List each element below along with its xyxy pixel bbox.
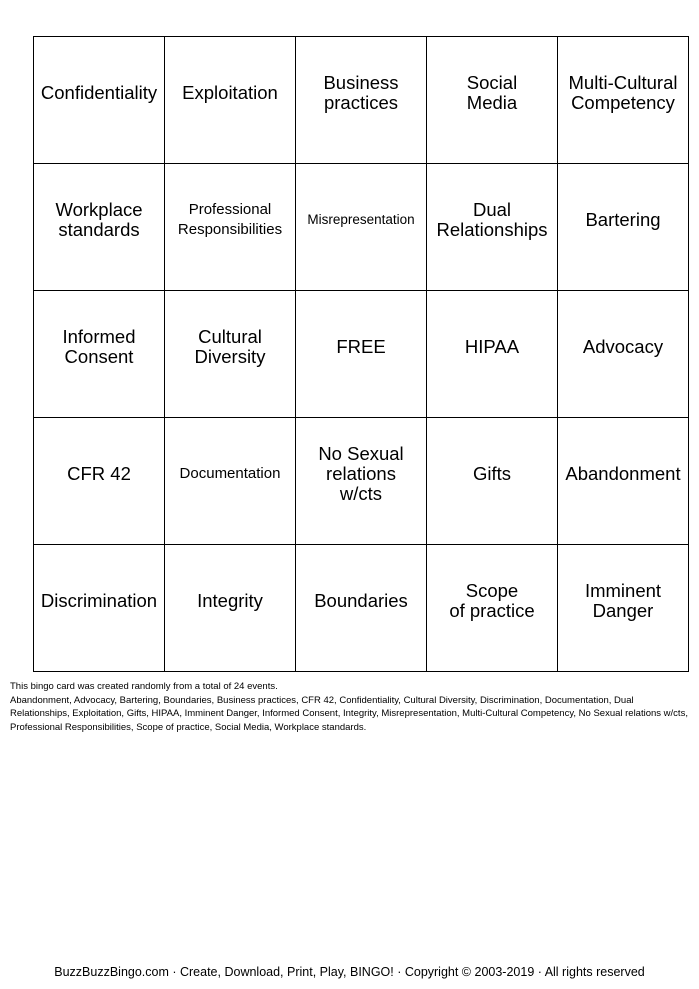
bingo-cell: Boundaries xyxy=(296,545,427,672)
bingo-cell: Bartering xyxy=(558,164,689,291)
bingo-row xyxy=(34,291,689,418)
card-notes xyxy=(10,680,690,734)
bingo-cell: Cultural Diversity xyxy=(165,291,296,418)
notes-intro: This bingo card was created randomly from a total of 24 events. xyxy=(10,681,278,692)
bingo-cell: Business practices xyxy=(296,37,427,164)
free-space-cell: FREE xyxy=(296,291,427,418)
bingo-card xyxy=(33,36,689,672)
bingo-cell: Dual Relationships xyxy=(427,164,558,291)
bingo-cell: Documentation xyxy=(165,418,296,545)
bingo-cell: HIPAA xyxy=(427,291,558,418)
bingo-cell: Gifts xyxy=(427,418,558,545)
bingo-cell: Multi-Cultural Competency xyxy=(558,37,689,164)
bingo-cell: Informed Consent xyxy=(34,291,165,418)
bingo-row xyxy=(34,418,689,545)
bingo-cell: Imminent Danger xyxy=(558,545,689,672)
bingo-cell: Misrepresentation xyxy=(296,164,427,291)
bingo-cell: Integrity xyxy=(165,545,296,672)
bingo-row xyxy=(34,164,689,291)
bingo-cell: Abandonment xyxy=(558,418,689,545)
bingo-row xyxy=(34,545,689,672)
bingo-cell: Confidentiality xyxy=(34,37,165,164)
bingo-cell: No Sexual relations w/cts xyxy=(296,418,427,545)
bingo-cell: Advocacy xyxy=(558,291,689,418)
bingo-cell: Workplace standards xyxy=(34,164,165,291)
bingo-row xyxy=(34,37,689,164)
bingo-cell: Discrimination xyxy=(34,545,165,672)
bingo-cell: Social Media xyxy=(427,37,558,164)
bingo-cell: Exploitation xyxy=(165,37,296,164)
bingo-cell: Scope of practice xyxy=(427,545,558,672)
page-footer: BuzzBuzzBingo.com · Create, Download, Print, Play, BINGO! · Copyright © 2003-2019 · All rights reserved xyxy=(54,965,645,979)
notes-events-list: Abandonment, Advocacy, Bartering, Boundaries, Business practices, CFR 42, Confidentiality, Cultural Diversity, Discrimination, Documentation, Dual Relationships, Exploitation, Gifts, HIPAA, Imminent Danger, Informed Consent, Integrity, Misrepresentation, Multi-Cultural Competency, No Sexual relations w/cts, Professional Responsibilities, Scope of practice, Social Media, Workplace standards. xyxy=(10,694,688,733)
bingo-cell: CFR 42 xyxy=(34,418,165,545)
bingo-cell: Professional Responsibilities xyxy=(165,164,296,291)
